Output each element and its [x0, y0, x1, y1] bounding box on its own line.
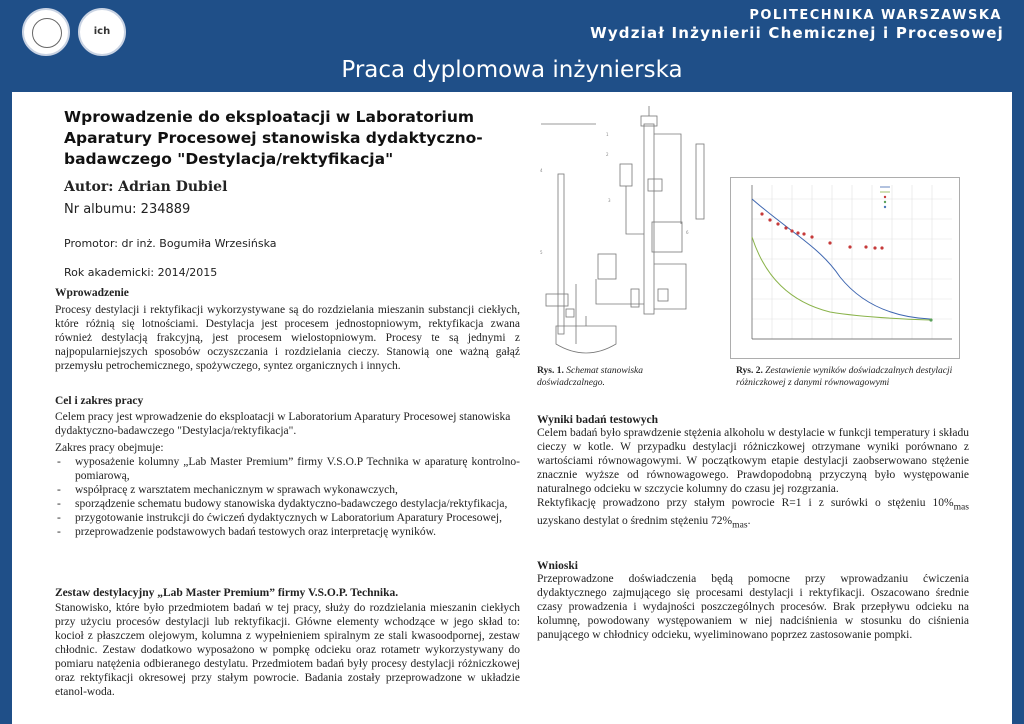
- poster-type-title: Praca dyplomowa inżynierska: [341, 57, 683, 83]
- university-seal-logo: [22, 8, 70, 56]
- university-name: POLITECHNIKA WARSZAWSKA: [749, 8, 1002, 23]
- intro-heading: Wprowadzenie: [55, 287, 129, 299]
- setup-body: Stanowisko, które było przedmiotem badań w tej pracy, służy do rozdzielania mieszanin ciekłych przy użyciu procesów destylacji lub rektyfikacji. Główne elementy wchodzące w jego skład to: kocioł z płaszczem olejowym, kolumna z wypełnieniem spiralnym ze stali kwasoodpornej, zestaw chłodnic. Zestaw dodatkowo wyposażono w pompkę odcieku oraz rotametr wykorzystywany do pomiaru natężenia odbieranego destylatu. Przedmiotem badań były procesy destylacji różniczkowej oraz rektyfikacji okresowej przy stałym powrocie. Badania zostały przeprowadzone w układzie etanol-woda.: [55, 602, 520, 698]
- author: Autor: Adrian Dubiel: [64, 179, 228, 195]
- svg-text:1: 1: [606, 132, 609, 137]
- results-body: Celem badań było sprawdzenie stężenia alkoholu w destylacie w funkcji temperatury i składu cieczy w kotle. W przypadku destylacji różniczkowej otrzymane wyniki porównano z wartościami równowagowymi. W początkowym etapie destylacji zaobserwowano stężenie znacznie wyższe od równowagowego. Prawdopodobną przyczyną było występowanie naturalnego odcieku w szczycie kolumny do czasu jej rozgrzania.: [537, 427, 969, 495]
- list-item: - przygotowanie instrukcji do ćwiczeń dydaktycznych w Laboratorium Aparatury Procesowej,: [55, 511, 520, 525]
- rect-text-a: Rektyfikację prowadzono przy stałym powrocie R=1 i z surówki o stężeniu 10%: [537, 497, 954, 509]
- fig1-number: Rys. 1.: [537, 366, 564, 376]
- conclusions-section: [537, 560, 969, 642]
- svg-text:6: 6: [686, 230, 689, 235]
- results-body-rectification: [537, 496, 969, 533]
- conclusions-body: Przeprowadzone doświadczenia będą pomocne przy wprowadzaniu ćwiczenia dydaktycznego zajmującego się procesami destylacji i rektyfikacji. Oszacowano średnie czasy prowadzenia i wydajności poszczególnych procesów. Brak przepływu odcieku na kolumnę, powodowany występowaniem w niej nadciśnienia w stosunku do ciśnienia panującego w chłodnicy odcieku, wyeliminowano poprzez zastosowanie pompki.: [537, 573, 969, 641]
- conclusions-heading: Wnioski: [537, 560, 578, 572]
- results-section: [537, 414, 969, 533]
- setup-section: [55, 587, 520, 699]
- list-item: - współpracę z warsztatem mechanicznym w sprawach wykonawczych,: [55, 483, 520, 497]
- rect-text-b: uzyskano destylat o średnim stężeniu 72%: [537, 515, 733, 528]
- fig1-caption-text: Schemat stanowiska doświadczalnego.: [537, 366, 644, 388]
- poster-panel: [12, 92, 1012, 724]
- scope-label: Zakres pracy obejmuje:: [55, 442, 164, 454]
- list-item: - przeprowadzenie podstawowych badań testowych oraz interpretację wyników.: [55, 525, 520, 539]
- rect-text-c: .: [747, 515, 751, 528]
- thesis-title: Wprowadzenie do eksploatacji w Laboratorium Aparatury Procesowej stanowiska dydaktyczno-badawczego "Destylacja/rektyfikacja": [64, 108, 483, 168]
- results-chart-figure: [730, 177, 960, 359]
- fig2-caption-text: Zestawienie wyników doświadczalnych destylacji różniczkowej z danymi równowagowymi: [736, 366, 953, 388]
- list-item: - sporządzenie schematu budowy stanowiska dydaktyczno-badawczego destylacja/rektyfikacja,: [55, 497, 520, 511]
- setup-heading: Zestaw destylacyjny „Lab Master Premium” firmy V.S.O.P. Technika.: [55, 587, 399, 599]
- goal-heading: Cel i zakres pracy: [55, 395, 144, 407]
- goal-body: Celem pracy jest wprowadzenie do eksploatacji w Laboratorium Aparatury Procesowej stanowiska dydaktyczno-badawczego "Destylacja/rektyfikacja".: [55, 411, 511, 437]
- faculty-name: Wydział Inżynierii Chemicznej i Procesowej: [590, 24, 1004, 42]
- results-heading: Wyniki badań testowych: [537, 414, 658, 426]
- scope-list: [55, 455, 520, 539]
- svg-text:3: 3: [608, 198, 611, 203]
- svg-text:5: 5: [540, 250, 543, 255]
- svg-text:4: 4: [540, 168, 543, 173]
- svg-text:2: 2: [606, 152, 609, 157]
- list-item: - wyposażenie kolumny „Lab Master Premium” firmy V.S.O.P Technika w aparaturę kontrolno-pomiarową,: [55, 455, 520, 483]
- faculty-logo: ich: [78, 8, 126, 56]
- fig2-number: Rys. 2.: [736, 366, 763, 376]
- fig1-caption: [537, 365, 677, 389]
- goal-section: [55, 395, 520, 539]
- intro-section: [55, 287, 520, 373]
- intro-body: Procesy destylacji i rektyfikacji wykorzystywane są do rozdzielania mieszanin substancji ciekłych, które różnią się lotnościami. Destylacja jest procesem jednostopniowym, rektyfikacja zwana również destylacją frakcyjną, jest procesem wielostopniowym. Procesy te są jednymi z najpopularniejszych sposobów oczyszczania i rozdzielania cieczy. Stanowią one ważną gałąź przemysłu petrochemicznego, spożywczego, syntez organicznych i innych.: [55, 304, 520, 372]
- apparatus-schematic-figure: [536, 104, 714, 364]
- header-bar: [0, 0, 1024, 92]
- rect-sub-b: mas: [732, 519, 748, 531]
- album-number: Nr albumu: 234889: [64, 202, 191, 217]
- promotor: Promotor: dr inż. Bogumiła Wrzesińska: [64, 237, 277, 250]
- fig2-caption: [736, 365, 966, 389]
- rect-sub-a: mas: [953, 501, 969, 513]
- academic-year: Rok akademicki: 2014/2015: [64, 266, 218, 279]
